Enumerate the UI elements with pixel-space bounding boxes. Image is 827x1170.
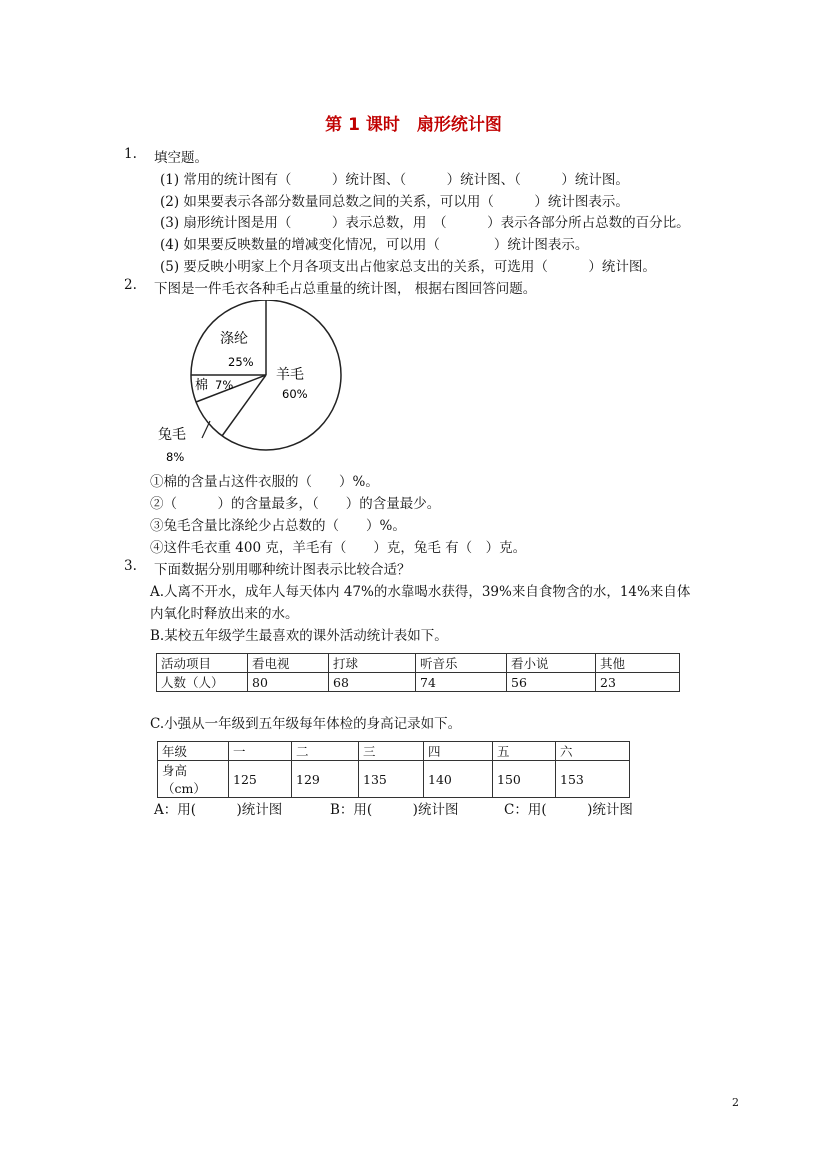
q2-item-4: ④这件毛衣重 400 克，羊毛有（ ）克，兔毛 有（ ）克。 <box>150 540 527 556</box>
table-cell: 听音乐 <box>416 654 507 673</box>
table-cell: 74 <box>416 673 507 692</box>
rabbit-leader-line <box>202 421 210 438</box>
table-cell: 身高（cm） <box>158 761 229 798</box>
table-cell: 年级 <box>158 742 229 761</box>
table-cell: 一 <box>229 742 292 761</box>
table-cell: 129 <box>292 761 359 798</box>
page-title: 第 1 课时 扇形统计图 <box>325 115 502 135</box>
q1-item-5: (5) 要反映小明家上个月各项支出占他家总支出的关系，可选用（ ）统计图。 <box>160 259 656 275</box>
q2-item-2: ②（ ）的含量最多，（ ）的含量最少。 <box>150 496 441 512</box>
q3-heading: 下面数据分别用哪种统计图表示比较合适？ <box>154 562 411 578</box>
table-cell: 打球 <box>329 654 416 673</box>
table-cell: 153 <box>556 761 630 798</box>
q3-b-text: B.某校五年级学生最喜欢的课外活动统计表如下。 <box>150 628 448 644</box>
table-cell: 56 <box>507 673 596 692</box>
table-row <box>158 761 630 798</box>
table-cell: 六 <box>556 742 630 761</box>
page-number: 2 <box>732 1096 739 1109</box>
table-cell: 68 <box>329 673 416 692</box>
slice-label-cotton: 棉 <box>195 378 209 393</box>
q3-answer-a: A：用( )统计图 <box>154 802 283 818</box>
table-cell: 23 <box>596 673 680 692</box>
activity-table <box>156 653 680 692</box>
table-cell: 看小说 <box>507 654 596 673</box>
slice-label-polyester: 涤纶 <box>220 331 248 347</box>
table-cell: 140 <box>424 761 493 798</box>
slice-percent-cotton: 7% <box>215 378 234 392</box>
q1-heading: 填空题。 <box>154 150 208 166</box>
table-cell: 二 <box>292 742 359 761</box>
slice-percent-rabbit: 8% <box>166 450 185 464</box>
table-row <box>157 654 680 673</box>
table-cell: 150 <box>493 761 556 798</box>
table-cell: 80 <box>248 673 329 692</box>
slice-label-wool: 羊毛 <box>276 367 304 383</box>
table-cell: 三 <box>359 742 424 761</box>
pie-chart <box>140 300 360 470</box>
table-cell: 四 <box>424 742 493 761</box>
table-cell: 人数（人） <box>157 673 248 692</box>
slice-percent-polyester: 25% <box>228 355 254 369</box>
q3-c-text: C.小强从一年级到五年级每年体检的身高记录如下。 <box>150 716 462 732</box>
q1-item-3: (3) 扇形统计图是用（ ）表示总数，用 （ ）表示各部分所占总数的百分比。 <box>160 215 690 231</box>
q2-number: 2. <box>124 277 137 293</box>
q1-item-1: (1) 常用的统计图有（ ）统计图、（ ）统计图、（ ）统计图。 <box>160 172 629 188</box>
q3-answer-b: B：用( )统计图 <box>330 802 459 818</box>
slice-label-rabbit: 兔毛 <box>158 427 186 443</box>
q3-a-text-2: 内氧化时释放出来的水。 <box>150 606 299 622</box>
q2-item-1: ①棉的含量占这件衣服的（ ）%。 <box>150 474 379 490</box>
slice-percent-wool: 60% <box>282 387 308 401</box>
q3-number: 3. <box>124 558 137 574</box>
q3-answer-c: C：用( )统计图 <box>504 802 633 818</box>
table-cell: 五 <box>493 742 556 761</box>
q1-item-4: (4) 如果要反映数量的增减变化情况，可以用（ ）统计图表示。 <box>160 237 589 253</box>
q2-item-3: ③兔毛含量比涤纶少占总数的（ ）%。 <box>150 518 406 534</box>
table-cell: 看电视 <box>248 654 329 673</box>
table-row <box>157 673 680 692</box>
q1-item-2: (2) 如果要表示各部分数量同总数之间的关系，可以用（ ）统计图表示。 <box>160 194 629 210</box>
table-cell: 135 <box>359 761 424 798</box>
q1-number: 1. <box>124 146 137 162</box>
table-cell: 活动项目 <box>157 654 248 673</box>
height-table <box>157 741 630 798</box>
table-row <box>158 742 630 761</box>
table-cell: 125 <box>229 761 292 798</box>
q3-a-text-1: A.人离不开水，成年人每天体内 47%的水靠喝水获得，39%来自食物含的水，14%来自体 <box>150 584 691 600</box>
table-cell: 其他 <box>596 654 680 673</box>
q2-heading: 下图是一件毛衣各种毛占总重量的统计图， 根据右图回答问题。 <box>154 281 537 297</box>
